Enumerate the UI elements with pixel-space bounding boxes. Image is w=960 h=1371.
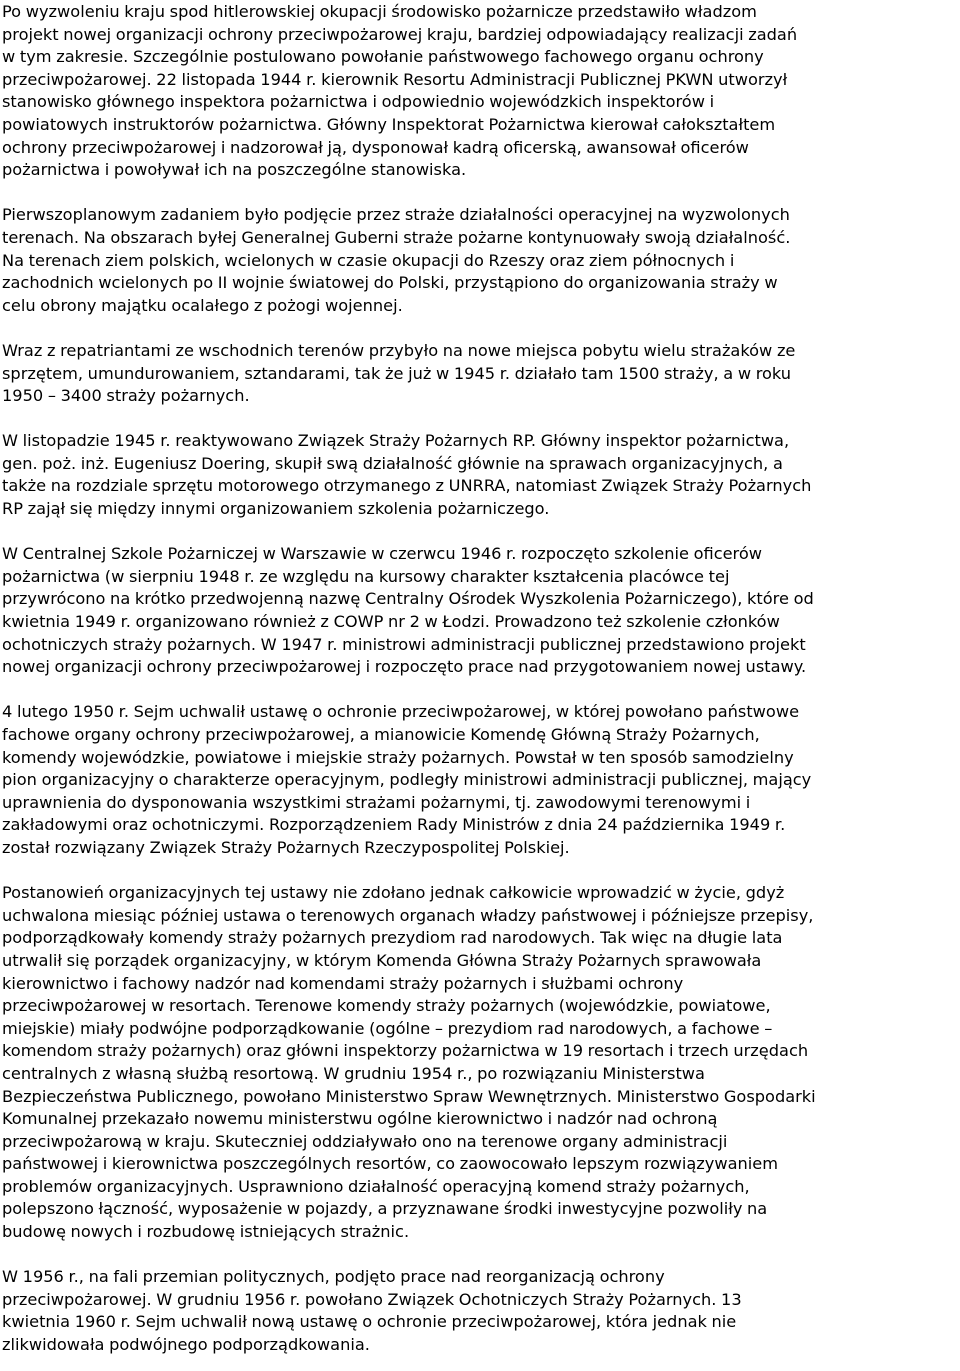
paragraph-central-school: W Centralnej Szkole Pożarniczej w Warszawie w czerwcu 1946 r. rozpoczęto szkolenie oficerów pożarnictwa (w sierpniu 1948 r. ze względu na kursowy charakter kształcenia placówce tej przywrócono na krótko przedwojenną nazwę Centralny Ośrodek Wyszkolenia Pożarniczego), które od kwietnia 1949 r. organizowano również z COWP nr 2 w Łodzi. Prowadzono też szkolenie członków ochotniczych straży pożarnych. W 1947 r. ministrowi administracji publicznej przedstawiono projekt nowej organizacji ochrony przeciwpożarowej i rozpoczęto prace nad przygotowaniem nowej ustawy.	[2, 544, 814, 677]
paragraph-union-1945: W listopadzie 1945 r. reaktywowano Związek Straży Pożarnych RP. Główny inspektor pożarnictwa, gen. poż. inż. Eugeniusz Doering, skupił swą działalność głównie na sprawach organizacyjnych, a także na rozdziale sprzętu motorowego otrzymanego z UNRRA, natomiast Związek Straży Pożarnych RP zajął się między innymi organizowaniem szkolenia pożarniczego.	[2, 431, 812, 519]
paragraph-act-1950: 4 lutego 1950 r. Sejm uchwalił ustawę o ochronie przeciwpożarowej, w której powołano państwowe fachowe organy ochrony przeciwpożarowej, a mianowicie Komendę Główną Straży Pożarnych, komendy wojewódzkie, powiatowe i miejskie straży pożarnych. Powstał w ten sposób samodzielny pion organizacyjny o charakterze operacyjnym, podległy ministrowi administracji publicznej, mający uprawnienia do dysponowania wszystkimi strażami pożarnymi, tj. zawodowymi terenowymi i zakładowymi oraz ochotniczymi. Rozporządzeniem Rady Ministrów z dnia 24 października 1949 r. został rozwiązany Związek Straży Pożarnych Rzeczypospolitej Polskiej.	[2, 702, 812, 857]
paragraph-liberation-1944: Po wyzwoleniu kraju spod hitlerowskiej okupacji środowisko pożarnicze przedstawiło władzom projekt nowej organizacji ochrony przeciwpożarowej kraju, bardziej odpowiadający realizacji zadań w tym zakresie. Szczególnie postulowano powołanie państwowego fachowego organu ochrony przeciwpożarowej. 22 listopada 1944 r. kierownik Resortu Administracji Publicznej PKWN utworzył stanowisko głównego inspektora pożarnictwa i odpowiednio wojewódzkich inspektorów i powiatowych instruktorów pożarnictwa. Główny Inspektorat Pożarnictwa kierował całokształtem ochrony przeciwpożarowej i nadzorował ją, dysponował kadrą oficerską, awansował oficerów pożarnictwa i powoływał ich na poszczególne stanowiska.	[2, 2, 798, 180]
paragraph-organizational-provisions: Postanowień organizacyjnych tej ustawy nie zdołano jednak całkowicie wprowadzić w życie, gdyż uchwalona miesiąc później ustawa o terenowych organach władzy państwowej i późniejsze przepisy, podporządkowały komendy straży pożarnych prezydiom rad narodowych. Tak więc na długie lata utrwalił się porządek organizacyjny, w którym Komenda Główna Straży Pożarnych sprawowała kierownictwo i fachowy nadzór nad komendami straży pożarnych i służbami ochrony przeciwpożarowej w resortach. Terenowe komendy straży pożarnych (wojewódzkie, powiatowe, miejskie) miały podwójne podporządkowanie (ogólne – prezydiom rad narodowych, a fachowe – komendom straży pożarnych) oraz główni inspektorzy pożarnictwa w 19 resortach i trzech urzędach centralnych z własną służbą resortową. W grudniu 1954 r., po rozwiązaniu Ministerstwa Bezpieczeństwa Publicznego, powołano Ministerstwo Spraw Wewnętrznych. Ministerstwo Gospodarki Komunalnej przekazało nowemu ministerstwu ogólne kierownictwo i nadzór nad ochroną przeciwpożarową w kraju. Skuteczniej oddziaływało ono na terenowe organy administracji państwowej i kierownictwa poszczególnych resortów, co zaowocowało lepszym rozwiązywaniem problemów organizacyjnych. Usprawniono działalność operacyjną komend straży pożarnych, polepszono łączność, wyposażenie w pojazdy, a przyznawane środki inwestycyjne pozwoliły na budowę nowych i rozbudowę istniejących strażnic.	[2, 883, 816, 1242]
document-page	[2, 1, 958, 1357]
paragraph-repatriates: Wraz z repatriantami ze wschodnich terenów przybyło na nowe miejsca pobytu wielu strażaków ze sprzętem, umundurowaniem, sztandarami, tak że już w 1945 r. działało tam 1500 straży, a w roku 1950 – 3400 straży pożarnych.	[2, 340, 796, 406]
paragraph-reorganization-1956: W 1956 r., na fali przemian politycznych, podjęto prace nad reorganizacją ochrony przeciwpożarowej. W grudniu 1956 r. powołano Związek Ochotniczych Straży Pożarnych. 13 kwietnia 1960 r. Sejm uchwalił nową ustawę o ochronie przeciwpożarowej, która jednak nie zlikwidowała podwójnego podporządkowania.	[2, 1267, 742, 1355]
paragraph-operational-activity: Pierwszoplanowym zadaniem było podjęcie przez straże działalności operacyjnej na wyzwolonych terenach. Na obszarach byłej Generalnej Guberni straże pożarne kontynuowały swoją działalność. Na terenach ziem polskich, wcielonych w czasie okupacji do Rzeszy oraz ziem północnych i zachodnich wcielonych po II wojnie światowej do Polski, przystąpiono do organizowania straży w celu obrony majątku ocalałego z pożogi wojennej.	[2, 205, 791, 315]
